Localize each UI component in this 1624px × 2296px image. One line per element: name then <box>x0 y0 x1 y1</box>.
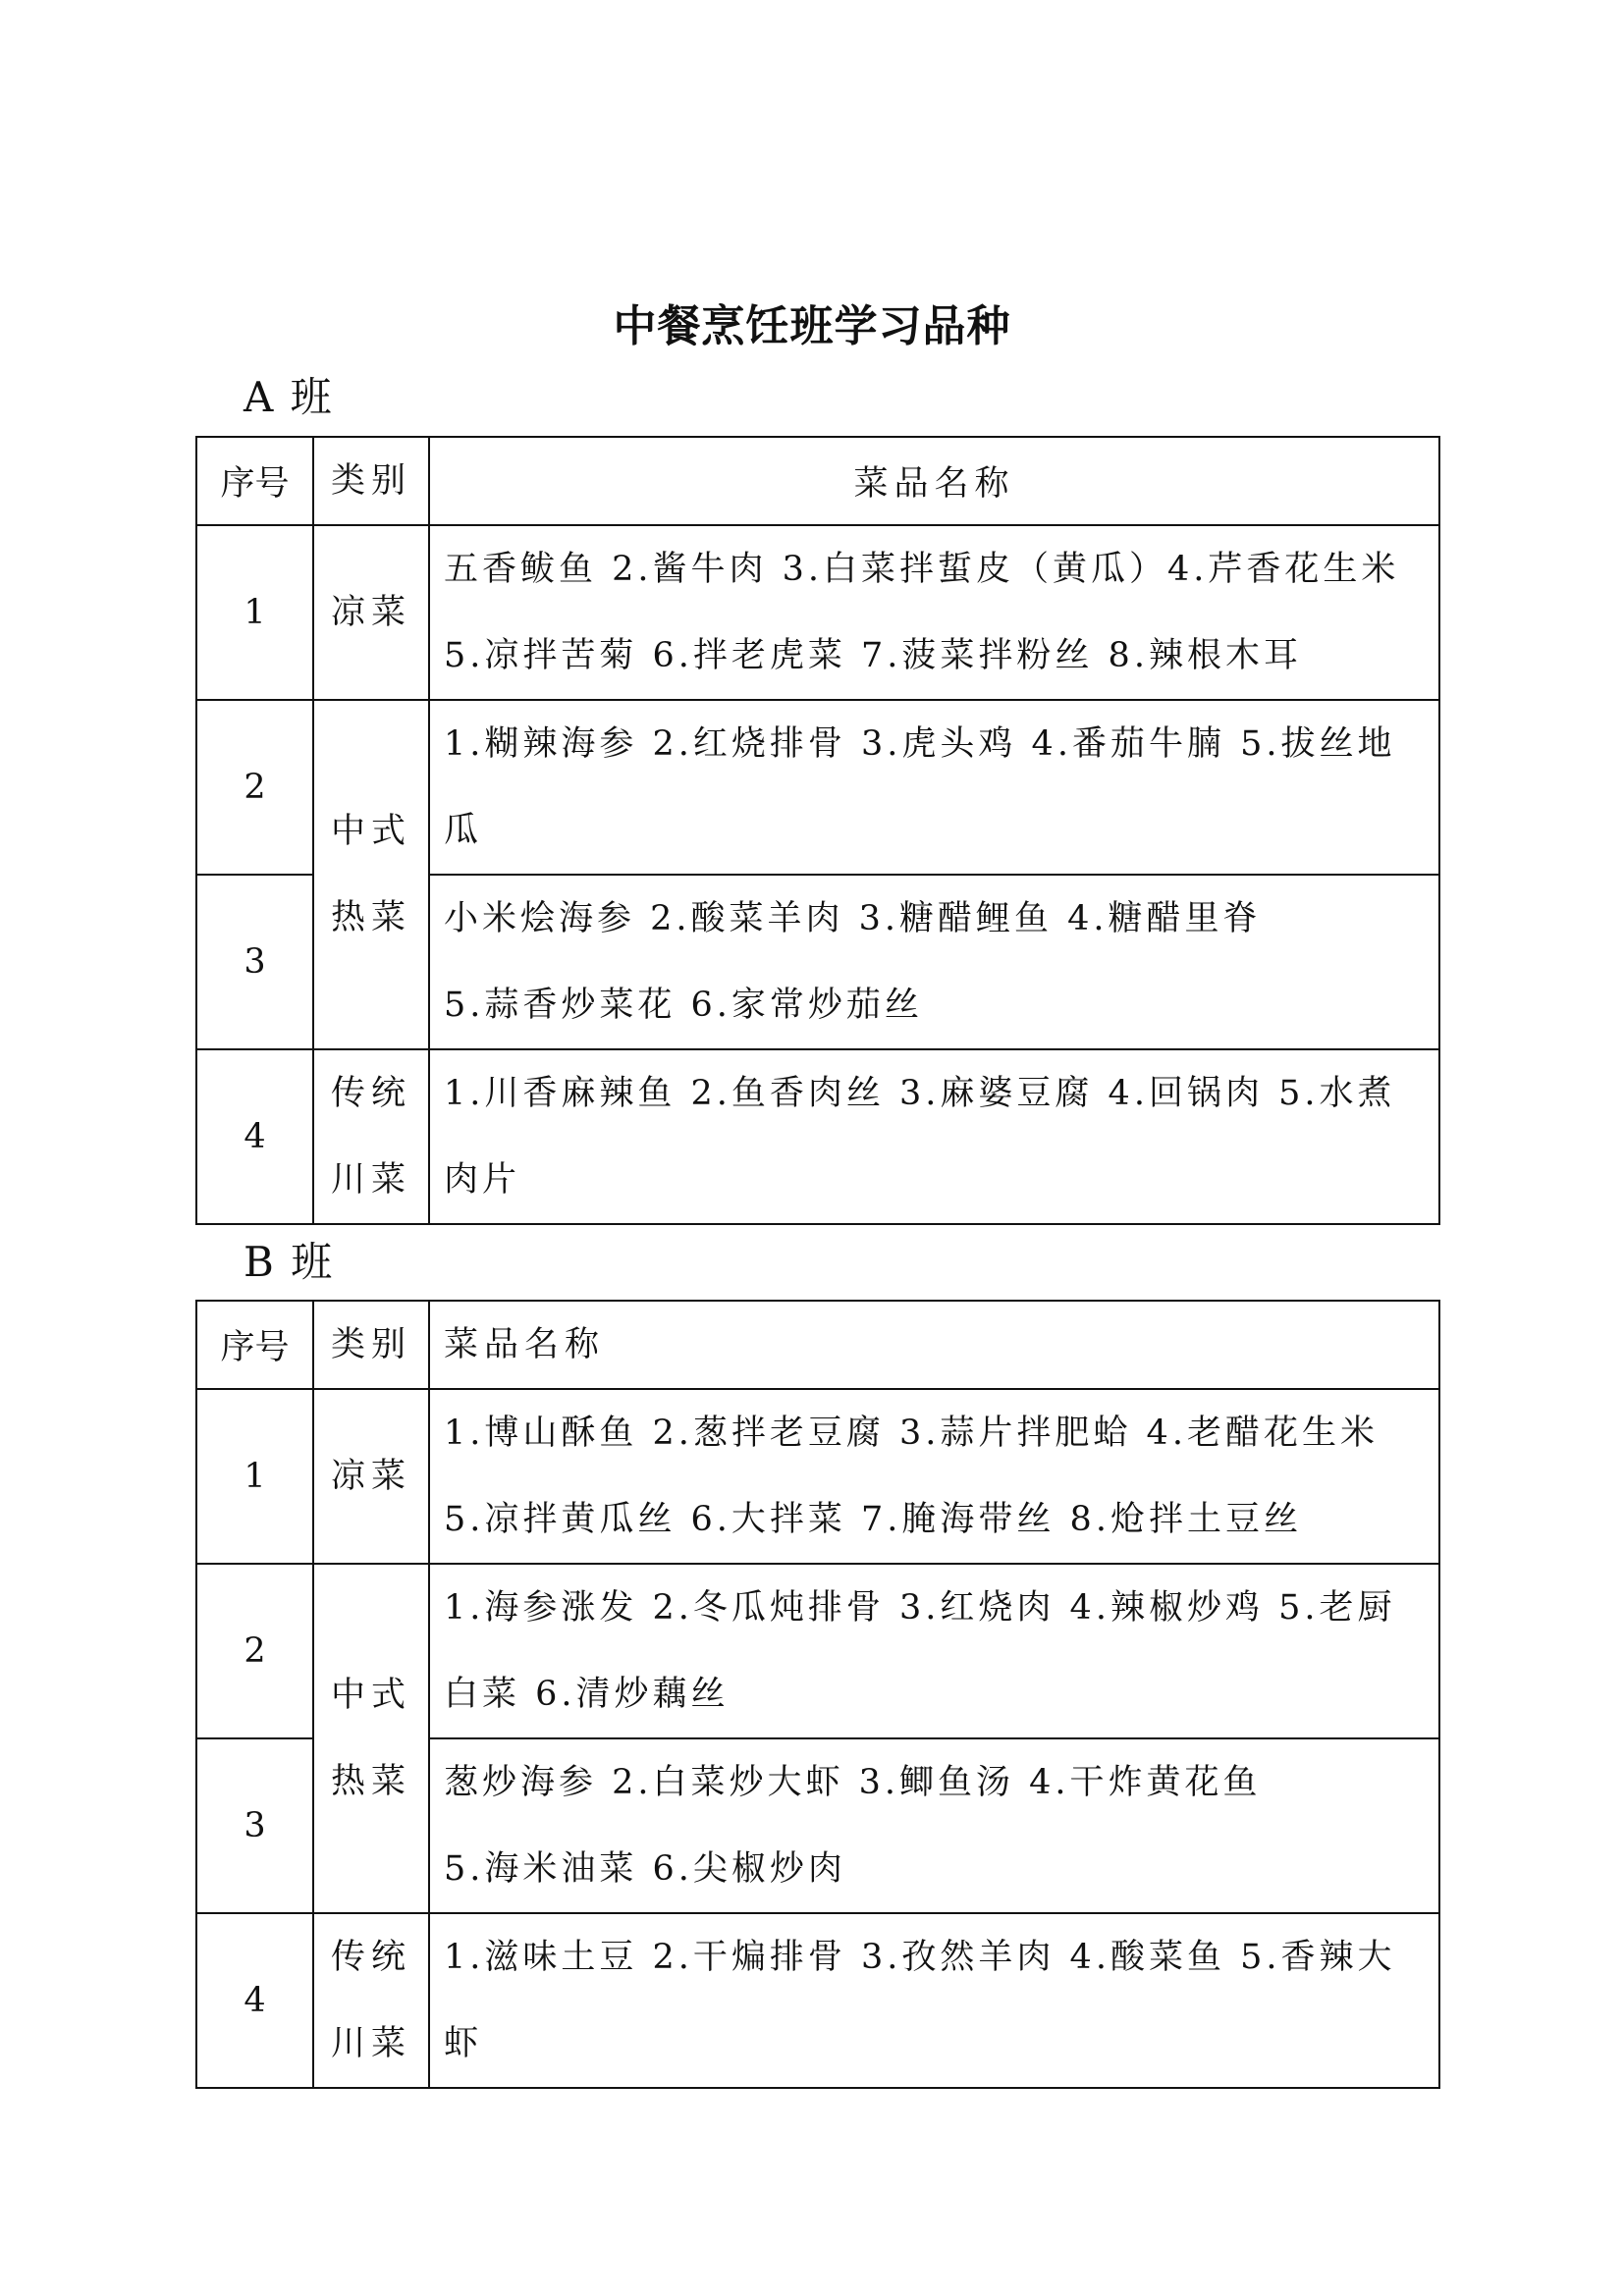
class-b-table <box>195 1300 1440 2089</box>
row-category: 凉菜 <box>313 1389 429 1564</box>
row-dishes <box>429 1389 1439 1564</box>
row-seq: 4 <box>196 1913 313 2088</box>
row-seq: 4 <box>196 1049 313 1224</box>
category-line: 传统 <box>330 1074 411 1113</box>
table-header-row <box>196 437 1439 525</box>
dishes-line: 小米烩海参 2.酸菜羊肉 3.糖醋鲤鱼 4.糖醋里脊 <box>444 899 1262 938</box>
dishes-line: 1.博山酥鱼 2.葱拌老豆腐 3.蒜片拌肥蛤 4.老醋花生米 <box>444 1414 1379 1453</box>
table-row <box>196 1049 1439 1224</box>
row-seq: 3 <box>196 875 313 1049</box>
header-category: 类别 <box>313 1301 429 1389</box>
row-dishes: 1.川香麻辣鱼 2.鱼香肉丝 3.麻婆豆腐 4.回锅肉 5.水煮肉片 <box>429 1049 1439 1224</box>
header-category: 类别 <box>313 437 429 525</box>
row-dishes <box>429 875 1439 1049</box>
header-dishes: 菜品名称 <box>429 1301 1439 1389</box>
dishes-line: 5.蒜香炒菜花 6.家常炒茄丝 <box>444 986 923 1025</box>
header-dishes: 菜品名称 <box>429 437 1439 525</box>
table-header-row <box>196 1301 1439 1389</box>
row-dishes: 1.滋味土豆 2.干煸排骨 3.孜然羊肉 4.酸菜鱼 5.香辣大虾 <box>429 1913 1439 2088</box>
row-dishes: 1.海参涨发 2.冬瓜炖排骨 3.红烧肉 4.辣椒炒鸡 5.老厨白菜 6.清炒藕丝 <box>429 1564 1439 1738</box>
row-category: 中式热菜 <box>313 700 429 1049</box>
category-line: 传统 <box>330 1938 411 1977</box>
page-title: 中餐烹饪班学习品种 <box>613 301 1011 351</box>
class-b-label: B 班 <box>244 1238 335 1286</box>
dishes-line: 5.海米油菜 6.尖椒炒肉 <box>444 1849 846 1889</box>
row-dishes: 1.糊辣海参 2.红烧排骨 3.虎头鸡 4.番茄牛腩 5.拔丝地瓜 <box>429 700 1439 875</box>
category-line: 川菜 <box>330 2024 411 2063</box>
class-a-label: A 班 <box>244 373 334 421</box>
table-row <box>196 1913 1439 2088</box>
header-seq: 序号 <box>196 1301 313 1389</box>
row-dishes <box>429 1738 1439 1913</box>
row-seq: 1 <box>196 525 313 700</box>
table-row <box>196 525 1439 700</box>
row-seq: 2 <box>196 700 313 875</box>
table-row <box>196 1389 1439 1564</box>
row-category: 中式热菜 <box>313 1564 429 1913</box>
table-row <box>196 700 1439 875</box>
row-category: 凉菜 <box>313 525 429 700</box>
row-category <box>313 1049 429 1224</box>
table-row <box>196 1564 1439 1738</box>
row-seq: 3 <box>196 1738 313 1913</box>
header-seq: 序号 <box>196 437 313 525</box>
row-dishes: 五香鲅鱼 2.酱牛肉 3.白菜拌蜇皮（黄瓜）4.芹香花生米 5.凉拌苦菊 6.拌老虎菜 7.菠菜拌粉丝 8.辣根木耳 <box>429 525 1439 700</box>
row-seq: 1 <box>196 1389 313 1564</box>
class-a-table <box>195 436 1440 1225</box>
row-seq: 2 <box>196 1564 313 1738</box>
row-category <box>313 1913 429 2088</box>
dishes-line: 葱炒海参 2.白菜炒大虾 3.鲫鱼汤 4.干炸黄花鱼 <box>444 1763 1262 1802</box>
category-line: 川菜 <box>330 1160 411 1200</box>
dishes-line: 5.凉拌黄瓜丝 6.大拌菜 7.腌海带丝 8.炝拌土豆丝 <box>444 1500 1302 1539</box>
